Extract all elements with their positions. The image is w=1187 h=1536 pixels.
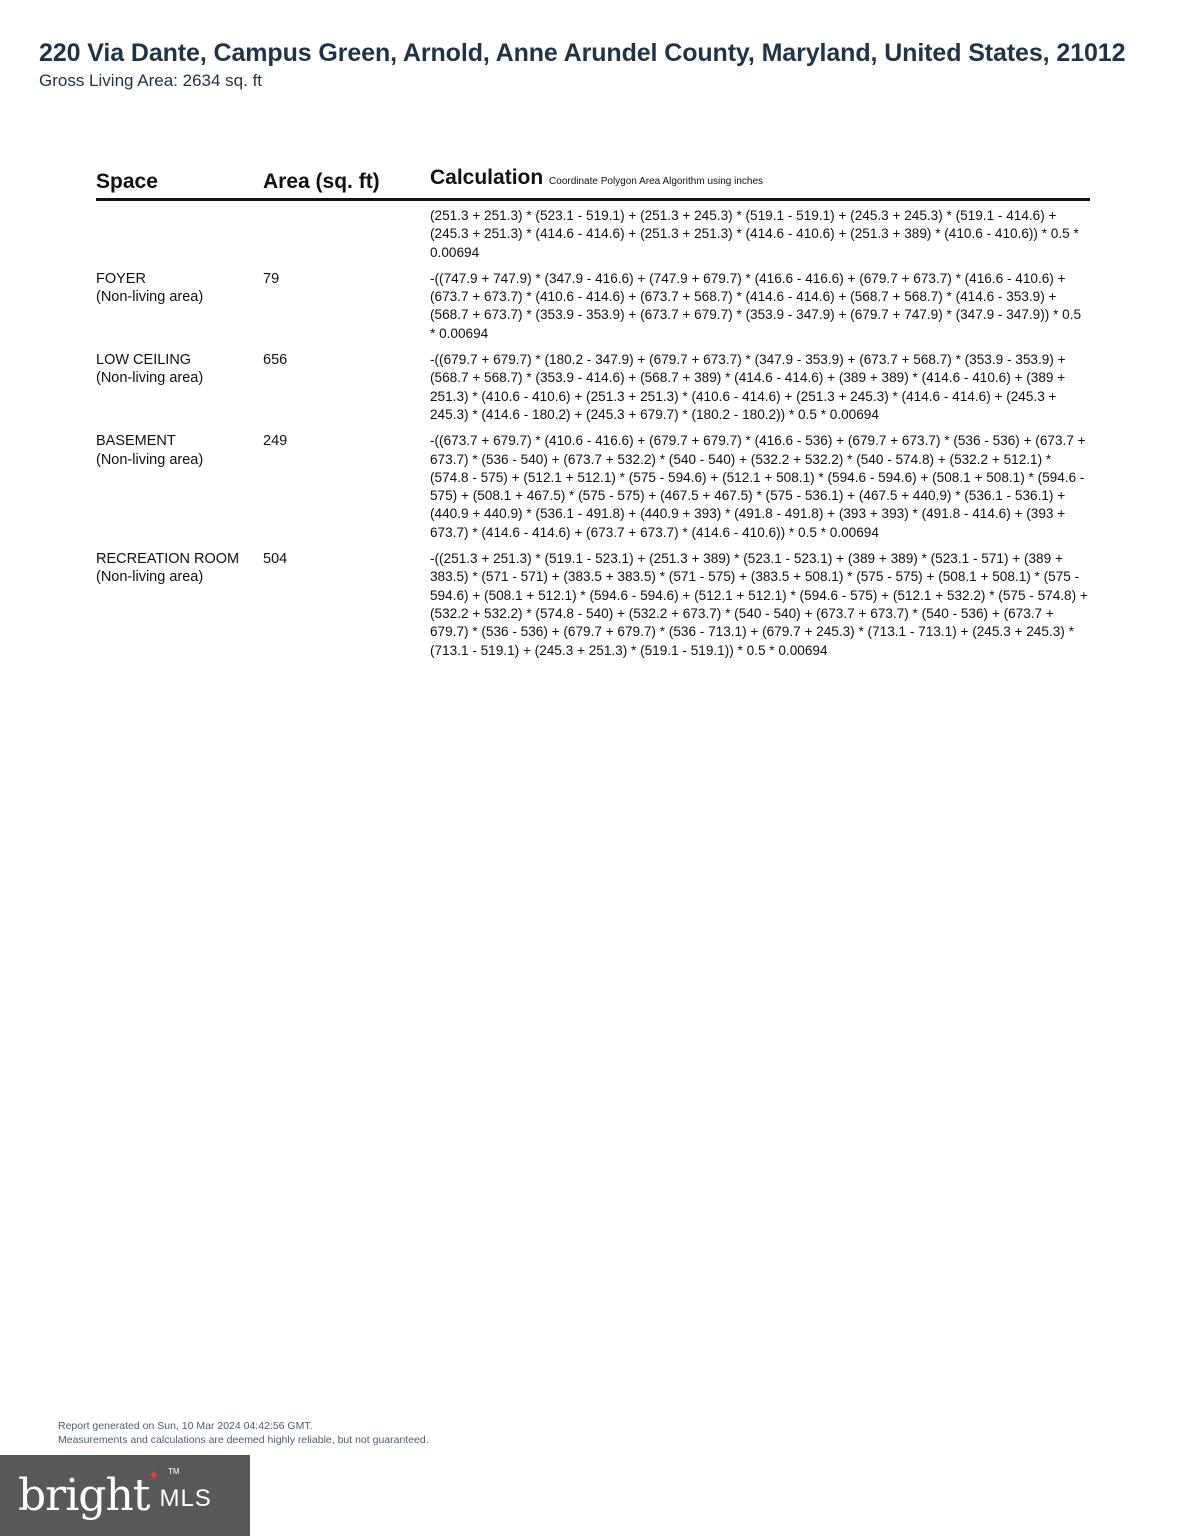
area-cell: 79: [263, 270, 280, 287]
calculation-method-note: Coordinate Polygon Area Algorithm using inches: [549, 176, 764, 187]
calculation-cell: (251.3 + 251.3) * (523.1 - 519.1) + (251.3 + 245.3) * (519.1 - 519.1) + (245.3 + 245.3) * (519.1 - 414.6) + (245.3 + 251.3) * (414.6 - 414.6) + (251.3 + 251.3) * (414.6 - 410.6) + (251.3 + 389) * (410.6 - 410.6)) * 0.5 * 0.00694: [430, 208, 1079, 260]
report-header: [39, 38, 1139, 91]
logo-wordmark: bright: [18, 1470, 150, 1521]
column-header-calculation: [430, 165, 1090, 198]
space-cell: [96, 351, 263, 388]
report-footer: [58, 1419, 429, 1447]
area-calculation-table: [96, 168, 1090, 660]
trademark-mark: TM: [168, 1467, 180, 1476]
area-cell: 249: [263, 433, 288, 450]
space-name: RECREATION ROOM: [96, 551, 240, 568]
calculation-header-label: Calculation: [430, 166, 544, 189]
space-type: (Non-living area): [96, 289, 204, 306]
space-name: LOW CEILING: [96, 352, 192, 369]
table-row: [96, 432, 1090, 542]
table-row: [96, 270, 1090, 343]
column-header-area: Area (sq. ft): [263, 170, 380, 193]
reliability-disclaimer: Measurements and calculations are deemed highly reliable, but not guaranteed.: [58, 1434, 429, 1446]
bright-mls-logo: [0, 1455, 250, 1536]
property-address-title: 220 Via Dante, Campus Green, Arnold, Anne Arundel County, Maryland, United States, 21012: [39, 39, 1126, 67]
generated-timestamp: Report generated on Sun, 10 Mar 2024 04:42:56 GMT.: [58, 1420, 313, 1432]
table-row: [96, 207, 1090, 262]
space-type: (Non-living area): [96, 569, 204, 586]
calculation-cell: -((673.7 + 679.7) * (410.6 - 416.6) + (679.7 + 679.7) * (416.6 - 536) + (679.7 + 673.7) * (536 - 536) + (673.7 + 673.7) * (536 - 540) + (673.7 + 532.2) * (540 - 540) + (532.2 + 532.2) * (540 - 574.8) + (532.2 + 512.1) * (574.8 - 575) + (512.1 + 512.1) * (575 - 594.6) + (512.1 + 508.1) * (594.6 - 594.6) + (508.1 + 508.1) * (594.6 - 575) + (508.1 + 467.5) * (575 - 575) + (467.5 + 467.5) * (575 - 536.1) + (467.5 + 440.9) * (536.1 - 536.1) + (440.9 + 440.9) * (536.1 - 491.8) + (440.9 + 393) * (491.8 - 491.8) + (393 + 393) * (491.8 - 414.6) + (393 + 673.7) * (414.6 - 414.6) + (673.7 + 673.7) * (414.6 - 410.6)) * 0.5 * 0.00694: [430, 433, 1086, 540]
space-name: FOYER: [96, 270, 146, 287]
area-cell: 504: [263, 551, 288, 568]
space-type: (Non-living area): [96, 451, 204, 468]
table-row: [96, 351, 1090, 424]
calculation-cell: -((679.7 + 679.7) * (180.2 - 347.9) + (679.7 + 673.7) * (347.9 - 353.9) + (673.7 + 568.7) * (353.9 - 353.9) + (568.7 + 568.7) * (353.9 - 414.6) + (568.7 + 389) * (414.6 - 414.6) + (389 + 389) * (414.6 - 410.6) + (389 + 251.3) * (410.6 - 410.6) + (251.3 + 251.3) * (410.6 - 414.6) + (251.3 + 245.3) * (414.6 - 414.6) + (245.3 + 245.3) * (414.6 - 180.2) + (245.3 + 679.7) * (180.2 - 180.2)) * 0.5 * 0.00694: [430, 352, 1066, 422]
logo-mls-text: MLS: [159, 1484, 212, 1512]
calculation-cell: -((251.3 + 251.3) * (519.1 - 523.1) + (251.3 + 389) * (523.1 - 523.1) + (389 + 389) * (523.1 - 571) + (389 + 383.5) * (571 - 571) + (383.5 + 383.5) * (571 - 575) + (383.5 + 508.1) * (575 - 575) + (508.1 + 508.1) * (575 - 594.6) + (508.1 + 512.1) * (594.6 - 594.6) + (512.1 + 512.1) * (594.6 - 575) + (512.1 + 532.2) * (575 - 574.8) + (532.2 + 532.2) * (574.8 - 540) + (532.2 + 673.7) * (540 - 540) + (673.7 + 673.7) * (540 - 536) + (673.7 + 679.7) * (536 - 536) + (679.7 + 679.7) * (536 - 713.1) + (679.7 + 245.3) * (713.1 - 713.1) + (245.3 + 245.3) * (713.1 - 519.1) + (245.3 + 251.3) * (519.1 - 519.1)) * 0.5 * 0.00694: [430, 551, 1088, 658]
space-cell: [96, 550, 263, 587]
space-cell: [96, 270, 263, 307]
gross-living-area: Gross Living Area: 2634 sq. ft: [39, 71, 263, 90]
table-row: [96, 550, 1090, 660]
star-icon: ✦: [148, 1467, 160, 1483]
table-header: [96, 168, 1090, 201]
space-cell: [96, 432, 263, 469]
column-header-space: Space: [96, 170, 158, 193]
area-cell: 656: [263, 352, 288, 369]
space-name: BASEMENT: [96, 433, 176, 450]
space-type: (Non-living area): [96, 370, 204, 387]
calculation-cell: -((747.9 + 747.9) * (347.9 - 416.6) + (747.9 + 679.7) * (416.6 - 416.6) + (679.7 + 673.7) * (416.6 - 410.6) + (673.7 + 673.7) * (410.6 - 414.6) + (673.7 + 568.7) * (414.6 - 414.6) + (568.7 + 568.7) * (414.6 - 353.9) + (568.7 + 673.7) * (353.9 - 353.9) + (673.7 + 679.7) * (353.9 - 347.9) + (679.7 + 747.9) * (347.9 - 347.9)) * 0.5 * 0.00694: [430, 270, 1082, 341]
